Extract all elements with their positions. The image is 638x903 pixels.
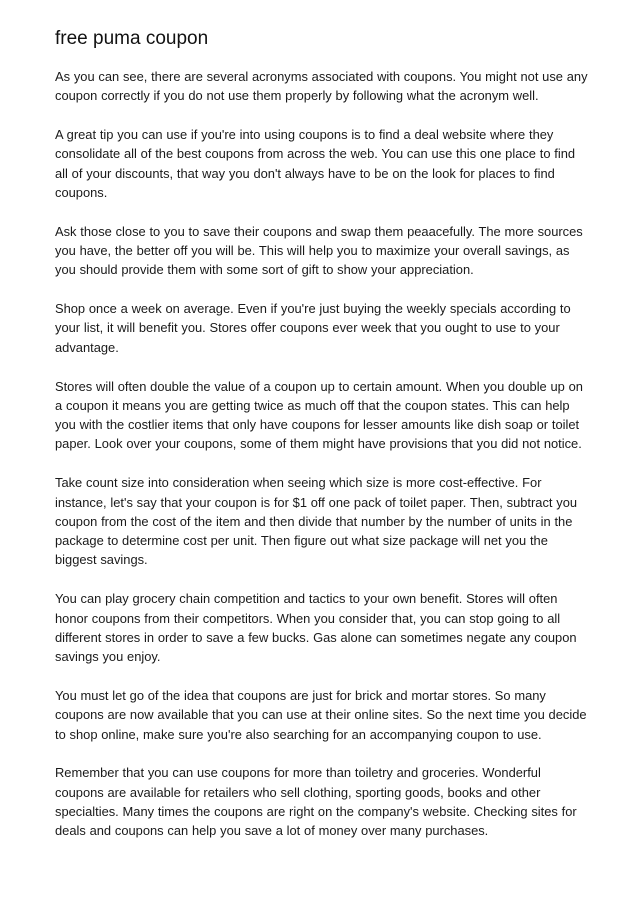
paragraph-2: A great tip you can use if you're into using coupons is to find a deal website where they consolidate all of the best coupons from across the web. You can use this one place to find all of your discounts, that way you don't always have to be on the look for places to find coupons. [55,127,576,200]
paragraph-8: You must let go of the idea that coupons are just for brick and mortar stores. So many coupons are now available that you can use at their online sites. So the next time you decide to shop online, make sure you're also searching for an accompanying coupon to use. [55,687,587,742]
paragraph-6: Take count size into consideration when seeing which size is more cost-effective. For instance, let's say that your coupon is for $1 off one pack of toilet paper. Then, subtract you coupon from the cost of the item and then divide that number by the number of units in the package to determine cost per unit. Then figure out what size package will net you the biggest savings. [55,475,578,568]
paragraph-9: Remember that you can use coupons for more than toiletry and groceries. Wonderful coupons are available for retailers who sell clothing, sporting goods, books and other specialties. Many times the coupons are right on the company's website. Checking sites for deals and coupons can help you save a lot of money over many purchases. [55,765,577,839]
paragraph-3: Ask those close to you to save their coupons and swap them peaacefully. The more sources you have, the better off you will be. This will help you to maximize your overall savings, as you should provide them with some sort of gift to show your appreciation. [55,223,583,278]
paragraph-5: Stores will often double the value of a coupon up to certain amount. When you double up on a coupon it means you are getting twice as much off that the coupon states. This can help you with the costlier items that only have coupons for lesser amounts like dish soap or toilet paper. Look over your coupons, some of them might have provisions that you did not notice. [55,378,583,452]
paragraph-1: As you can see, there are several acronyms associated with coupons. You might not use any coupon correctly if you do not use them properly by following what the acronym well. [55,69,588,104]
document-title: free puma coupon [55,28,209,49]
document-page [55,26,590,860]
paragraph-7: You can play grocery chain competition and tactics to your own benefit. Stores will often honor coupons from their competitors. When you consider that, you can stop going to all different stores in order to save a few bucks. Gas alone can sometimes negate any coupon savings you enjoy. [55,591,577,665]
paragraph-4: Shop once a week on average. Even if you're just buying the weekly specials according to your list, it will benefit you. Stores offer coupons ever week that you ought to use to your advantage. [55,301,571,355]
